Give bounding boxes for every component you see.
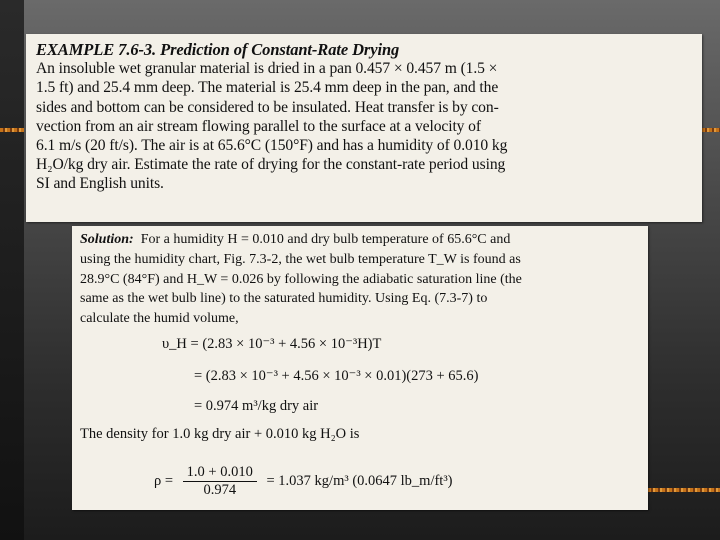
density-equation	[154, 464, 453, 499]
humid-volume-result: = 0.974 m³/kg dry air	[194, 398, 319, 414]
example-line: sides and bottom can be considered to be insulated. Heat transfer is by con-	[36, 98, 499, 116]
example-line: 1.5 ft) and 25.4 mm deep. The material is 25.4 mm deep in the pan, and the	[36, 79, 499, 97]
density-lhs: ρ =	[154, 472, 174, 489]
solution-line-first	[80, 230, 645, 250]
humid-volume-substitution: = (2.83 × 10⁻³ + 4.56 × 10⁻³ × 0.01)(273 + 65.6)	[194, 368, 479, 384]
solution-label: Solution:	[80, 232, 134, 247]
decor-streak-right	[702, 128, 720, 132]
example-line: H₂O/kg dry air. Estimate the rate of drying for the constant-rate period using	[36, 156, 506, 174]
decor-streak-left	[0, 128, 24, 132]
example-line: SI and English units.	[36, 175, 164, 193]
solution-line: using the humidity chart, Fig. 7.3-2, the wet bulb temperature T_W is found as	[80, 251, 521, 267]
solution-line: 28.9°C (84°F) and H_W = 0.026 by following the adiabatic saturation line (the	[80, 271, 522, 287]
fraction-denominator: 0.974	[203, 482, 237, 498]
example-line: An insoluble wet granular material is dried in a pan 0.457 × 0.457 m (1.5 ×	[36, 60, 498, 78]
humid-volume-equation: υ_H = (2.83 × 10⁻³ + 4.56 × 10⁻³H)T	[162, 336, 382, 352]
density-fraction	[183, 464, 257, 499]
left-decor-bar	[0, 0, 24, 540]
example-line: 6.1 m/s (20 ft/s). The air is at 65.6°C (150°F) and has a humidity of 0.010 kg	[36, 137, 508, 155]
density-result: = 1.037 kg/m³ (0.0647 lb_m/ft³)	[266, 472, 453, 489]
solution-scan	[72, 226, 648, 510]
example-line: vection from an air stream flowing parallel to the surface at a velocity of	[36, 117, 481, 135]
solution-line: same as the wet bulb line) to the saturated humidity. Using Eq. (7.3-7) to	[80, 291, 488, 307]
solution-line: calculate the humid volume,	[80, 311, 239, 327]
fraction-numerator: 1.0 + 0.010	[183, 464, 257, 482]
example-title: EXAMPLE 7.6-3. Prediction of Constant-Rate Drying	[36, 40, 400, 59]
decor-streak-mid	[648, 488, 720, 492]
density-intro: The density for 1.0 kg dry air + 0.010 kg H₂O is	[80, 426, 360, 442]
example-scan	[26, 34, 702, 222]
solution-line: For a humidity H = 0.010 and dry bulb temperature of 65.6°C and	[140, 232, 511, 247]
